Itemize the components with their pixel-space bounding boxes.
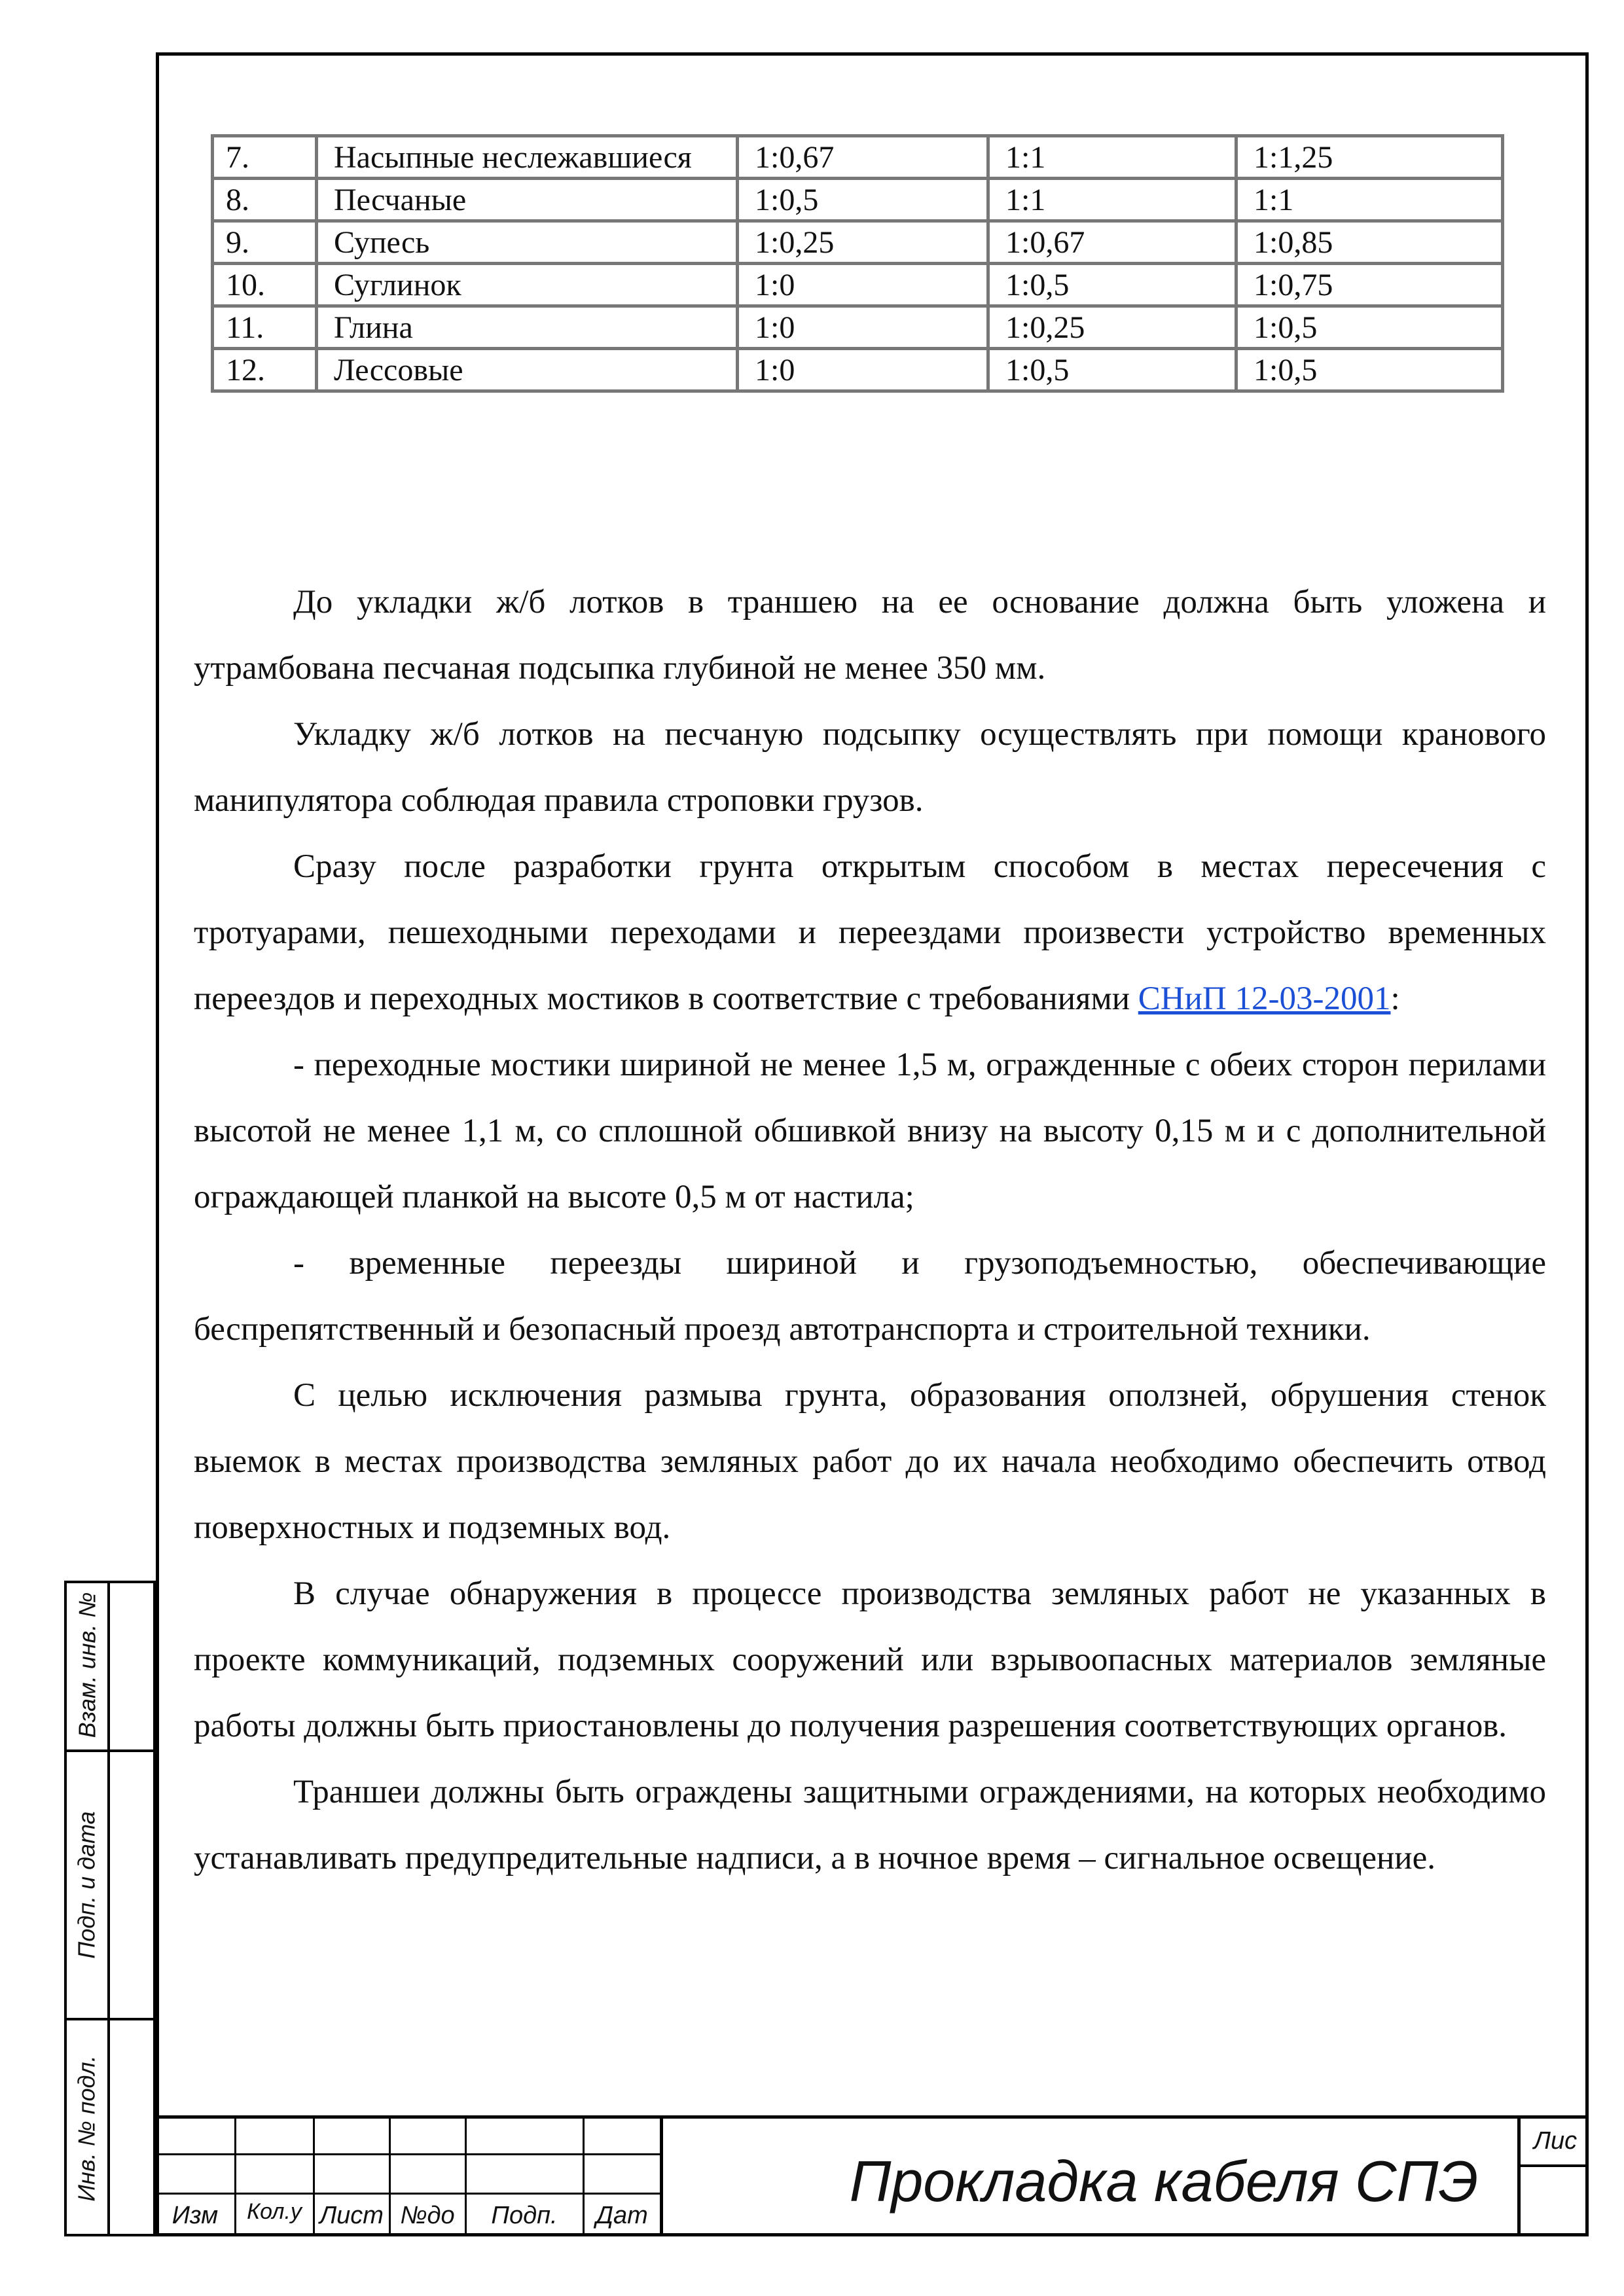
slope-value: 1:0,5 [738, 179, 988, 221]
soil-type: Глина [317, 306, 738, 349]
row-number: 11. [213, 306, 317, 349]
soil-type: Супесь [317, 221, 738, 264]
slope-value: 1:0,25 [738, 221, 988, 264]
paragraph: - временные переезды шириной и грузоподъемностью, обеспечивающие беспрепятственный и безопасный проезд автотранспорта и строительной техники. [194, 1245, 1546, 1348]
table-row [213, 136, 1503, 179]
ndoc-label: №до [400, 2202, 455, 2229]
paragraph: Укладку ж/б лотков на песчаную подсыпку осуществлять при помощи кранового манипулятора соблюдая правила строповки грузов. [194, 716, 1546, 819]
podp-label: Подп. [491, 2202, 558, 2229]
table-row [213, 349, 1503, 391]
slope-value: 1:0,25 [988, 306, 1236, 349]
slope-value: 1:1 [988, 179, 1236, 221]
row-number: 10. [213, 264, 317, 306]
soil-slope-table [211, 134, 1504, 393]
slope-value: 1:1 [1236, 179, 1503, 221]
soil-type: Суглинок [317, 264, 738, 306]
row-number: 12. [213, 349, 317, 391]
date-label: Дат [596, 2202, 648, 2229]
slope-value: 1:0,67 [988, 221, 1236, 264]
slope-value: 1:0,75 [1236, 264, 1503, 306]
list-label: Лист [319, 2202, 384, 2229]
paragraph: - переходные мостики шириной не менее 1,5 м, огражденные с обеих сторон перилами высотой не менее 1,1 м, со сплошной обшивкой внизу на высоту 0,15 м и с дополнительной ограждающей планкой на высоте 0,5 м от настила; [194, 1047, 1546, 1215]
document-body [194, 569, 1546, 1892]
row-number: 9. [213, 221, 317, 264]
side-stamp [64, 1581, 156, 2236]
table-row [213, 306, 1503, 349]
slope-value: 1:1 [988, 136, 1236, 179]
slope-value: 1:0,85 [1236, 221, 1503, 264]
soil-type: Лессовые [317, 349, 738, 391]
inv-podl-label: Инв. № подл. [73, 2055, 101, 2202]
paragraph: До укладки ж/б лотков в траншею на ее основание должна быть уложена и утрамбована песчаная подсыпка глубиной не менее 350 мм. [194, 584, 1546, 687]
paragraph-tail: : [1390, 980, 1400, 1017]
slope-value: 1:1,25 [1236, 136, 1503, 179]
soil-type: Песчаные [317, 179, 738, 221]
table-row [213, 264, 1503, 306]
podp-data-label: Подп. и дата [73, 1811, 100, 1959]
title-block-border [156, 2115, 1589, 2119]
soil-type: Насыпные неслежавшиеся [317, 136, 738, 179]
paragraph-text: Сразу после разработки грунта открытым способом в местах пересечения с тротуарами, пешеходными переходами и переездами произвести устройство временных переездов и переходных мостиков в соответствие с требованиями [194, 848, 1546, 1017]
paragraph: С целью исключения размыва грунта, образования оползней, обрушения стенок выемок в местах производства земляных работ до их начала необходимо обеспечить отвод поверхностных и подземных вод. [194, 1377, 1546, 1546]
slope-value: 1:0,5 [988, 264, 1236, 306]
paragraph [194, 834, 1546, 1032]
kolu-label: Кол.у [247, 2199, 302, 2224]
table-row [213, 221, 1503, 264]
row-number: 8. [213, 179, 317, 221]
slope-value: 1:0,5 [988, 349, 1236, 391]
slope-value: 1:0,5 [1236, 349, 1503, 391]
title-block [156, 2115, 1589, 2236]
izm-label: Изм [171, 2202, 219, 2229]
slope-value: 1:0 [738, 306, 988, 349]
document-title: Прокладка кабеля СПЭ [849, 2149, 1479, 2214]
side-stamp-value-column [107, 1581, 156, 2236]
slope-value: 1:0 [738, 349, 988, 391]
table-row [213, 179, 1503, 221]
slope-value: 1:0,67 [738, 136, 988, 179]
snip-link[interactable]: СНиП 12-03-2001 [1138, 980, 1391, 1017]
paragraph: Траншеи должны быть ограждены защитными ограждениями, на которых необходимо устанавливать предупредительные надписи, а в ночное время – сигнальное освещение. [194, 1774, 1546, 1876]
sheet-label: Лис [1533, 2127, 1578, 2155]
slope-value: 1:0 [738, 264, 988, 306]
slope-value: 1:0,5 [1236, 306, 1503, 349]
row-number: 7. [213, 136, 317, 179]
paragraph: В случае обнаружения в процессе производства земляных работ не указанных в проекте коммуникаций, подземных сооружений или взрывоопасных материалов земляные работы должны быть приостановлены до получения разрешения соответствующих органов. [194, 1575, 1546, 1744]
vzam-inv-label: Взам. инв. № [73, 1592, 101, 1738]
